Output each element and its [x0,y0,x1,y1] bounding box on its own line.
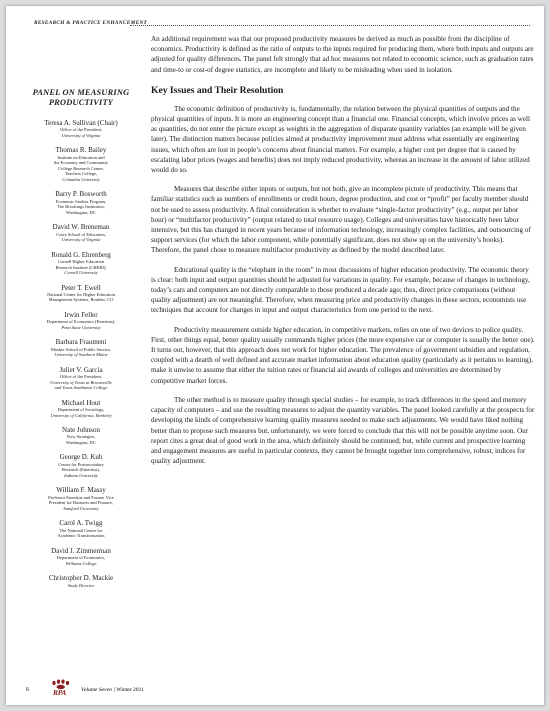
issue-separator: | [113,687,115,693]
panel-member-institution: Stanford University [63,505,99,511]
body-paragraph-2: Measures that describe either inputs or outputs, but not both, give an incomplete picture of productivity. This means that familiar statistics such as numbers of enrollments or credit hours, degree production, and cost or “profit” per faculty member should not be used to assess productivity. A final consideration is whether to evaluate “single-factor productivity” (e.g., output per labor hour) or “multifactor productivity” (output related to total resource usage). Colleges and universities have historically been labor intensive, but this has changed in recent years because of information technology, increasingly complex facilities, and outsourcing of support services (for which the labor component, while potentially significant, does not show up on the university’s books). Therefore, the panel chose to measure multifactor productivity as defined by the model described later. [151,185,531,255]
panel-member-affiliation: Management Systems, Boulder, CO [48,297,114,303]
section-heading: Key Issues and Their Resolution [151,84,284,96]
panel-member-list [26,119,136,588]
panel-member-name: Irwin Feller [64,310,98,319]
panel-member-name: Juliet V. Garcia [59,365,103,374]
panel-member-affiliation: Office of the President, [60,374,102,380]
panel-member [26,426,136,445]
panel-member-affiliation: Curry School of Education, [56,231,106,237]
panel-member-name: Peter T. Ewell [61,283,101,292]
running-head-rule [130,25,530,26]
body-paragraph-1-text-b: of labor utilized would do so. [151,155,530,175]
panel-member-name: Michael Hout [61,398,101,407]
panel-member-affiliation: Academic Transformation [57,533,105,539]
panel-member-affiliation: The Brookings Institution, [57,204,105,210]
body-paragraph-1-emphasis: amount [460,155,483,164]
panel-member-institution: Indiana University [64,472,98,478]
panel-member-affiliation: College Research Center, [58,165,104,171]
panel-member-name: David W. Breneman [52,223,110,232]
body-paragraph-1-text-a: The economic definition of productivity is, fundamentally, the relation between the physical quantities of outputs and the physical quantities of inputs. It is more an engineering concept than a financial one. Financial concepts, which involve prices as well as quantities, do not enter the picture except as weights in the aggregation of disparate quantity variables (an example will be given later). The distinction matters because policies aimed at productivity improvement must address what essentially are engineering issues, which often are lost in people’s concerns about financial matters. For example, a higher cost per degree that is caused by escalating labor prices (wages and benefits) does not imply reduced productivity, whereas an increase in the [151,104,530,164]
panel-member [26,399,136,418]
panel-member-affiliation: Research Institute (CHERI), [55,264,107,270]
panel-member-institution: University of Virginia [61,132,101,138]
panel-member-affiliation: National Center for Higher Education [47,291,115,297]
panel-member-affiliation: Department of Sociology, [57,407,105,413]
panel-sidebar [26,88,136,596]
intro-paragraph: An additional requirement was that our proposed productivity measures be derived as much as possible from the discipline of economics. Productivity is defined as the ratio of outputs to the inputs required for producing them, where both inputs and outputs are adjusted for quality differences. The panel felt strongly that ad hoc measures not related to economic science, such as graduation rates and time-to or cost-of degree statistics, are incomplete and likely to be misleading when used in isolation. [151,35,534,74]
panel-member-affiliation: Department of Economics, [56,555,106,561]
panel-member [26,338,136,357]
panel-member-affiliation: Institute on Education and [57,154,105,160]
panel-title-line-2: PRODUCTIVITY [48,98,114,107]
issue-volume: Volume Seven [81,687,112,693]
panel-member-name: William F. Massy [56,486,106,495]
panel-member [26,223,136,242]
body-paragraph-1 [151,104,535,175]
logo-text: RPA [53,688,67,697]
panel-member [26,284,136,303]
panel-member-affiliation: Now Strategies, [66,434,96,440]
panel-member [26,486,136,511]
document-page [6,6,544,705]
panel-member-name: George D. Kuh [59,453,103,462]
panel-member-institution: and Texas Southmost College [54,385,108,391]
panel-member [26,547,136,566]
panel-member-institution: Williams College [65,560,97,566]
running-head [34,20,534,30]
panel-member-affiliation: Economic Studies Program, [55,198,107,204]
panel-member-name: Barry P. Bosworth [55,190,107,199]
panel-member-affiliation: Department of Economics (Emeritus), [46,319,116,325]
panel-member-institution: University of California, Berkeley [50,412,112,418]
panel-member-institution: University of Southern Maine [54,352,108,358]
panel-member [26,146,136,182]
panel-member-affiliation: Washington, DC [66,439,96,445]
page-number: 6 [26,687,29,693]
panel-member [26,190,136,215]
panel-member-institution: Columbia University [62,176,100,182]
panel-member-affiliation: Washington, DC [66,209,96,215]
panel-member [26,311,136,330]
panel-member-affiliation: Research (Emeritus), [62,467,100,473]
panel-title-line-1: PANEL ON MEASURING [32,88,130,97]
panel-title [26,88,136,108]
panel-member [26,119,136,138]
panel-member [26,574,136,588]
rpa-paw-logo-icon [43,679,77,699]
panel-member-name: Christopher D. Mackie [48,574,114,583]
panel-member-name: Thomas R. Bailey [55,146,107,155]
main-article [151,34,535,475]
panel-member-name: Barbara Fraumeni [55,338,107,347]
panel-member-name: Nate Johnson [62,426,100,435]
panel-member-affiliation: Muskie School of Public Service, [50,346,112,352]
panel-member-institution: Study Director [67,582,95,588]
body-paragraph-3: Educational quality is the “elephant in the room” in most discussions of higher education productivity. The economic theory is clear: both input and output quantities should be adjusted for variations in quality. For example, because of changes in technology, today’s cars and computers are not directly comparable to those produced a decade ago; thus, direct price comparisons (without quality adjustment) are not meaningful. Therefore, when measuring price and productivity changes in these sectors, economists use techniques that account for changes in input and output characteristics from one period to the next. [151,265,530,315]
panel-member [26,519,136,538]
panel-member-affiliation: Center for Postsecondary [58,461,104,467]
panel-member [26,453,136,478]
panel-member-affiliation: the Economy and Community [53,160,109,166]
panel-member-affiliation: The National Center for [59,527,103,533]
issue-season: Winter 2011 [116,687,144,693]
panel-member-affiliation: Professor Emeritus and Former Vice [48,494,114,500]
page-footer [26,686,226,700]
panel-member-affiliation: Cornell Higher Education [57,259,105,265]
panel-member-affiliation: Teachers College, [64,171,98,177]
body-paragraph-4: Productivity measurement outside higher education, in competitive markets, relies on one of two devices to police quality. First, other things equal, better quality usually commands higher prices (the more expensive car or computer is usually the better one). It turns out, however, that this approach does not work for higher education. The prevalence of government subsidies and regulation, coupled with a dearth of well defined and accurate market information about education quality (particularly as it pertains to learning), make it unwise to assume that either the tuition rates or financial aid awards of colleges and universities are determined by competitive market forces. [151,325,535,385]
body-paragraph-5: The other method is to measure quality through special studies – for example, to track differences in the speed and memory capacity of computers – and use the resulting measures to adjust the quantity variables. The panel looked carefully at the prospects for developing the kinds of comprehensive learning quality measures needed to make such adjustments. We would have liked nothing better than to propose such measures but, unfortunately, we were forced to conclude that this will not be possible anytime soon. Our report cites a great deal of good work in the area, which definitely should be continued; but, while current and prospective learning and engagement measures are useful in particular contexts, they cannot be brought together into comprehensive, robust, indices for quality adjustment. [151,395,535,466]
running-head-text: RESEARCH & PRACTICE ENHANCEMENT [34,20,148,26]
panel-member-affiliation: President for Business and Finance, [48,500,114,506]
panel-member-name: Carol A. Twigg [59,519,103,528]
panel-member-name: Teresa A. Sullivan (Chair) [44,119,118,127]
panel-member [26,251,136,276]
panel-member-name: David J. Zimmerman [51,546,111,555]
panel-member-institution: Cornell University [64,270,98,276]
panel-member-institution: University of Virginia [61,237,101,243]
panel-member-institution: Penn State University [61,324,101,330]
panel-member-affiliation: Office of the President, [60,127,102,133]
panel-member [26,366,136,391]
issue-info [81,687,144,693]
panel-member-institution: University of Texas at Brownsville [50,379,112,385]
panel-member-name: Ronald G. Ehrenberg [51,250,111,259]
